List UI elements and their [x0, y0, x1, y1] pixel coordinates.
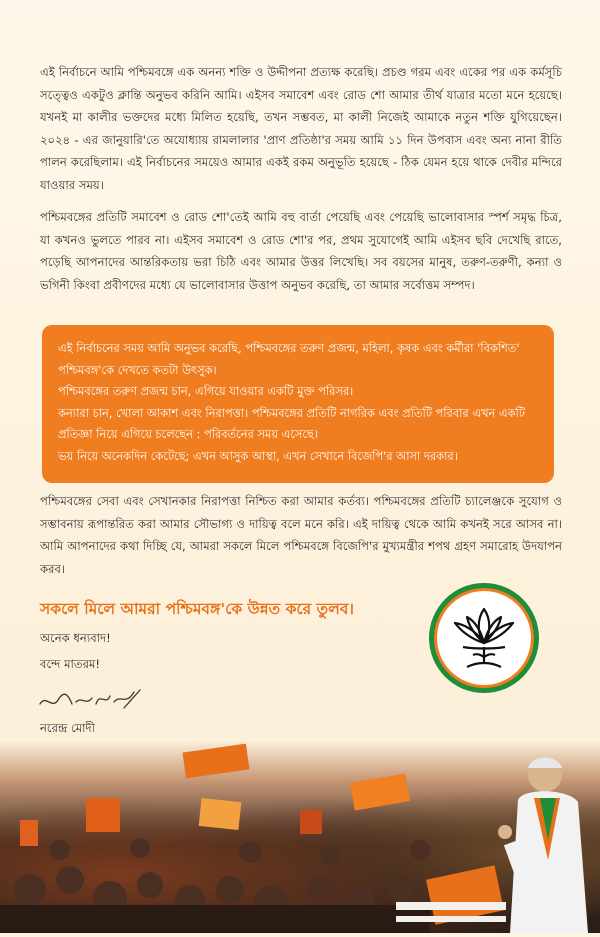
closing-vande-mataram: বন্দে মাতরম!: [40, 657, 101, 671]
logo-orange-ring: [434, 588, 534, 688]
highlight-line-1: এই নির্বাচনের সময় আমি অনুভব করেছি, পশ্চিমবঙ্গের তরুণ প্রজন্ম, মহিলা, কৃষক এবং কর্মীরা 'বিকশিত' পশ্চিমবঙ্গ'কে দেখতে কতটা উৎসুক।: [58, 341, 520, 377]
bjp-lotus-logo: [429, 583, 539, 693]
letter-paragraph-1: এই নির্বাচনে আমি পশ্চিমবঙ্গে এক অনন্য শক্তি ও উদ্দীপনা প্রত্যক্ষ করেছি। প্রচণ্ড গরম এবং একের পর এক কর্মসূচি সত্ত্বেও একটুও ক্লান্তি অনুভব করিনি আমি। এইসব সমাবেশ এবং রোড শো আমার তীর্থ যাত্রার মতো মনে হয়েছে। যখনই মা কালীর ভক্তদের মধ্যে মিলিত হয়েছি, তখন সম্ভবত, মা কালী নিজেই আমাকে নতুন শক্তি যুগিয়েছেন। ২০২৪ - এর জানুয়ারি'তে অযোধ্যায় রামলালার 'প্রাণ প্রতিষ্ঠা'র সময় আমি ১১ দিন উপবাস এবং অন্য নানা রীতি পালন করেছিলাম। এই নির্বাচনের সময়েও আমার একই রকম অনুভূতি হয়েছে - ঠিক যেমন হয়ে থাকে দেবীর মন্দিরে যাওয়ার সময়।: [40, 65, 562, 192]
highlight-line-3: কন্যারা চান, খোলা আকাশ এবং নিরাপত্তা। পশ্চিমবঙ্গের প্রতিটি নাগরিক এবং প্রতিটি পরিবার এখন একটি প্রতিজ্ঞা নিয়ে এগিয়ে চলেছেন : পরিবর্তনের সময় এসেছে।: [58, 405, 525, 442]
letter-paragraph-2: পশ্চিমবঙ্গের প্রতিটি সমাবেশ ও রোড শো'তেই আমি বহু বার্তা পেয়েছি এবং পেয়েছি ভালোবাসার স্পর্শ সমৃদ্ধ চিত্র, যা কখনও ভুলতে পারব না। এইসব সমাবেশ ও রোড শো'র পর, প্রথম সুযোগেই আমি এইসব ছবি দেখেছি রাতে, পড়েছি আপনাদের আন্তরিকতায় ভরা চিঠি এবং আমার উত্তর লিখেছি। সব বয়সের মানুষ, তরুণ-তরুণী, কন্যা ও ভগিনী কিংবা প্রবীণদের মধ্যে যে ভালোবাসার উত্তাপ অনুভব করেছি, তা আমার সর্বোত্তম সম্পদ।: [40, 210, 562, 292]
handwritten-signature: [36, 684, 146, 716]
highlight-box: [42, 325, 554, 483]
highlight-line-4: ভয় নিয়ে অনেকদিন কেটেছে; এখন আসুক আস্থা, এখন সেখানে বিজেপি'র আসা দরকার।: [58, 448, 458, 463]
rally-crowd-photo: [0, 740, 600, 933]
crowd-illustration: [0, 740, 600, 933]
highlight-line-2: পশ্চিমবঙ্গের তরুণ প্রজন্ম চান, এগিয়ে যাওয়ার একটি মুক্ত পরিসর।: [58, 384, 354, 399]
closing-thanks: অনেক ধন্যবাদ!: [40, 631, 111, 645]
lotus-icon: [437, 591, 531, 685]
signatory-name: নরেন্দ্র মোদী: [40, 721, 95, 735]
logo-white-disc: [437, 591, 531, 685]
letter-paragraph-3: পশ্চিমবঙ্গের সেবা এবং সেখানকার নিরাপত্তা নিশ্চিত করা আমার কর্তব্য। পশ্চিমবঙ্গের প্রতিটি চ্যালেঞ্জকে সুযোগ ও সম্ভাবনায় রূপান্তরিত করা আমার সৌভাগ্য ও দায়িত্ব বলে মনে করি। এই দায়িত্ব থেকে আমি কখনই সরে আসব না। আমি আপনাদের কথা দিচ্ছি যে, আমরা সকলে মিলে পশ্চিমবঙ্গে বিজেপি'র মুখ্যমন্ত্রীর শপথ গ্রহণ সমারোহ উদযাপন করব।: [40, 494, 562, 576]
slogan-heading: সকলে মিলে আমরা পশ্চিমবঙ্গ'কে উন্নত করে তুলব।: [40, 600, 354, 618]
